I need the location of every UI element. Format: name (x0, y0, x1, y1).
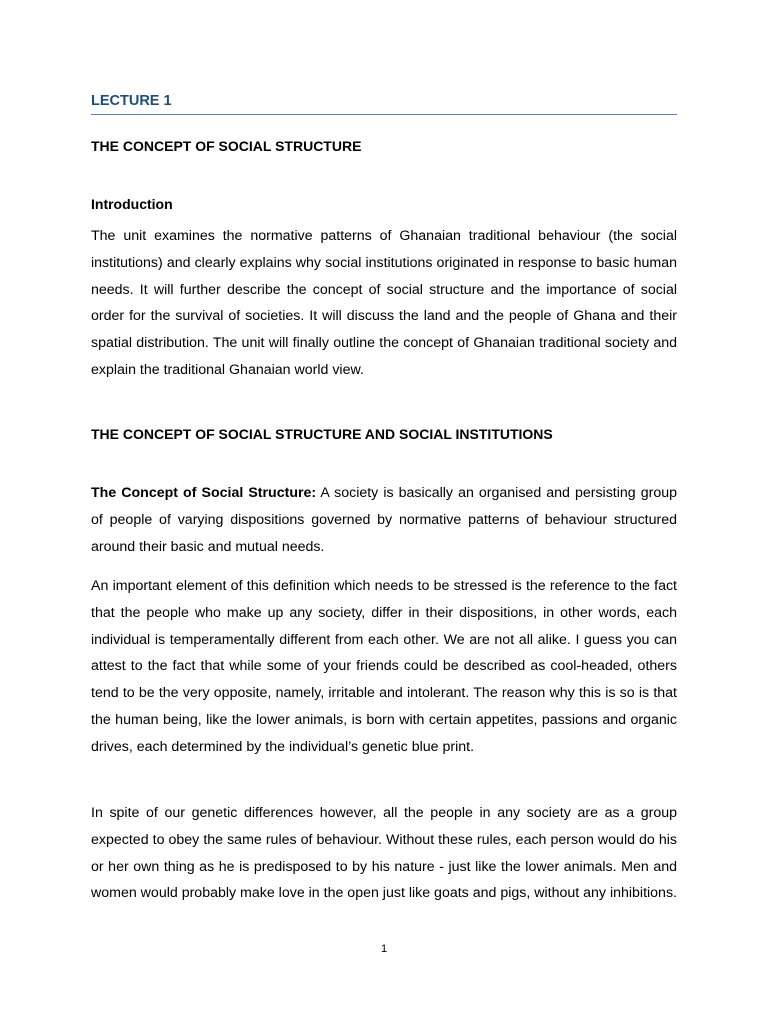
body-paragraph-3: In spite of our genetic differences however, all the people in any society are as a group expected to obey the same rules of behaviour. Without these rules, each person would do his or her own thing as he is predisposed to by his nature - just like the lower animals. Men and women would probably make love in the open just like goats and pigs, without any inhibitions. (91, 805, 677, 902)
section-heading: THE CONCEPT OF SOCIAL STRUCTURE AND SOCIAL INSTITUTIONS (91, 426, 553, 442)
body-paragraph-2: An important element of this definition which needs to be stressed is the reference to the fact that the people who make up any society, differ in their dispositions, in other words, each individual is temperamentally different from each other. We are not all alike. I guess you can attest to the fact that while some of your friends could be described as cool-headed, others tend to be the very opposite, namely, irritable and intolerant. The reason why this is so is that the human being, like the lower animals, is born with certain appetites, passions and organic drives, each determined by the individual’s genetic blue print. (91, 578, 677, 755)
page-number: 1 (380, 943, 388, 955)
page-content (91, 92, 678, 902)
lecture-heading: LECTURE 1 (91, 92, 677, 115)
introduction-heading: Introduction (91, 196, 173, 212)
definition-lead: The Concept of Social Structure: (91, 485, 317, 501)
definition-text: A society is basically an organised and persisting group of people of varying dispositions governed by normative patterns of behaviour structured around their basic and mutual needs. (91, 485, 678, 555)
document-title: THE CONCEPT OF SOCIAL STRUCTURE (91, 138, 362, 154)
definition-paragraph (91, 480, 677, 560)
introduction-paragraph: The unit examines the normative patterns of Ghanaian traditional behaviour (the social institutions) and clearly explains why social institutions originated in response to basic human needs. It will further describe the concept of social structure and the importance of social order for the survival of societies. It will discuss the land and the people of Ghana and their spatial distribution. The unit will finally outline the concept of Ghanaian traditional society and explain the traditional Ghanaian world view. (91, 228, 677, 378)
